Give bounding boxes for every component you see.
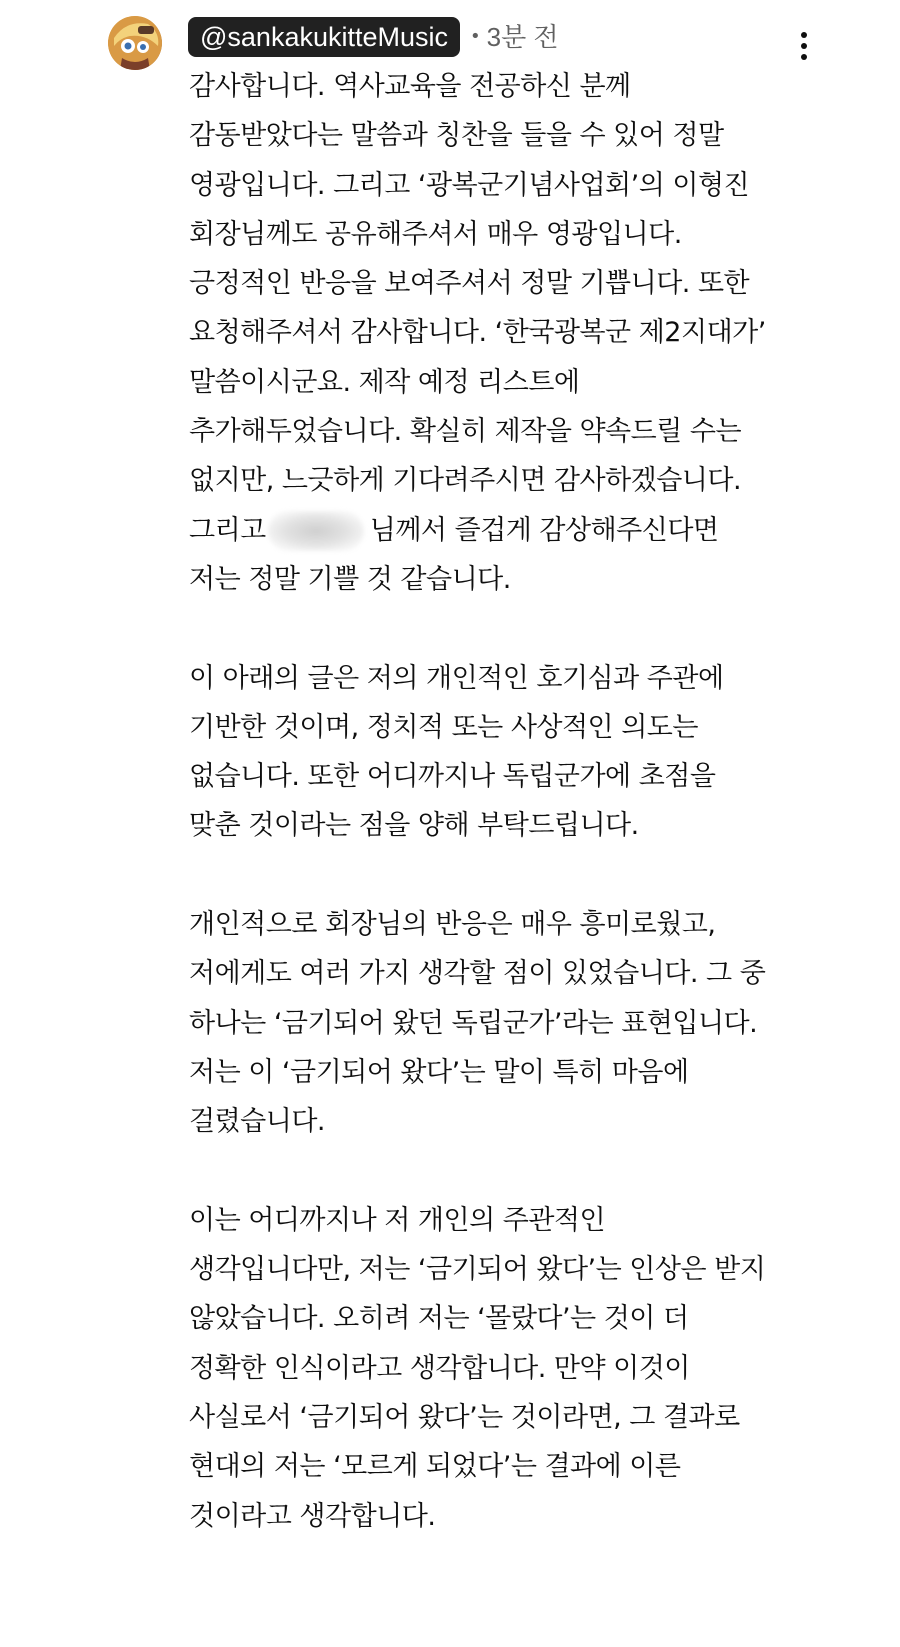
comment-line-text: 없지만, 느긋하게 기다려주시면 감사하겠습니다. — [189, 465, 742, 497]
redacted-name — [268, 511, 364, 551]
comment-line-text: 이는 어디까지나 저 개인의 주관적인 — [189, 1204, 606, 1236]
paragraph-gap — [189, 851, 829, 900]
user-avatar[interactable] — [108, 16, 162, 70]
comment-line-text: 요청해주셔서 감사합니다. ‘한국광복군 제2지대가’ — [189, 317, 766, 349]
comment-line-text: 사실로서 ‘금기되어 왔다’는 것이라면, 그 결과로 — [189, 1402, 740, 1434]
comment-line-text: 걸렸습니다. — [189, 1106, 325, 1138]
comment-line — [189, 752, 829, 801]
comment-line — [189, 900, 829, 949]
comment-line-text: 회장님께도 공유해주셔서 매우 영광입니다. — [189, 218, 682, 250]
timestamp: 3분 전 — [486, 22, 559, 52]
comment-line-text: 저에게도 여러 가지 생각할 점이 있었습니다. 그 중 — [189, 958, 766, 990]
comment-line — [189, 949, 829, 998]
separator-dot: • — [470, 26, 481, 47]
menu-dot — [801, 32, 807, 38]
comment-line — [189, 654, 829, 703]
comment-line — [189, 1492, 829, 1541]
comment-line — [189, 456, 829, 505]
comment-line-text: 긍정적인 반응을 보여주셔서 정말 기쁩니다. 또한 — [189, 268, 750, 300]
comment-line — [189, 703, 829, 752]
comment-line — [189, 1344, 829, 1393]
comment-line-text: 감동받았다는 말씀과 칭찬을 들을 수 있어 정말 — [189, 120, 724, 152]
comment-line — [189, 1442, 829, 1491]
comment-text — [189, 62, 829, 1541]
comment-line-text: 말씀이시군요. 제작 예정 리스트에 — [189, 366, 580, 398]
comment-line-text: 이 아래의 글은 저의 개인적인 호기심과 주관에 — [189, 662, 724, 694]
comment-line — [189, 1048, 829, 1097]
comment-line — [189, 1196, 829, 1245]
comment-line-text: 추가해두었습니다. 확실히 제작을 약속드릴 수는 — [189, 416, 742, 448]
author-handle[interactable]: @sankakukitteMusic — [188, 17, 460, 57]
comment-line — [189, 358, 829, 407]
comment-line — [189, 555, 829, 604]
comment-line-text: 그리고 — [189, 514, 266, 546]
comment-line — [189, 801, 829, 850]
comment-line-text: 기반한 것이며, 정치적 또는 사상적인 의도는 — [189, 711, 698, 743]
comment-line-text: 감사합니다. 역사교육을 전공하신 분께 — [189, 71, 631, 102]
comment-line-text: 개인적으로 회장님의 반응은 매우 흥미로웠고, — [189, 909, 716, 941]
menu-dot — [801, 43, 807, 49]
comment-line-text: 생각입니다만, 저는 ‘금기되어 왔다’는 인상은 받지 — [189, 1254, 766, 1286]
comment-line — [189, 407, 829, 456]
comment-line — [189, 62, 829, 111]
comment-line-text: 맞춘 것이라는 점을 양해 부탁드립니다. — [189, 810, 639, 842]
comment-line-text: 하나는 ‘금기되어 왔던 독립군가’라는 표현입니다. — [189, 1007, 758, 1039]
comment-line — [189, 161, 829, 210]
comment-line — [189, 1097, 829, 1146]
comment-line-text: 정확한 인식이라고 생각합니다. 만약 이것이 — [189, 1352, 690, 1384]
comment-line — [189, 1393, 829, 1442]
comment-line-text: 님께서 즐겁게 감상해주신다면 — [369, 514, 719, 546]
comment-line-text: 현대의 저는 ‘모르게 되었다’는 결과에 이른 — [189, 1451, 681, 1483]
paragraph-gap — [189, 604, 829, 653]
menu-dot — [801, 54, 807, 60]
comment-header — [188, 17, 559, 57]
paragraph-gap — [189, 1147, 829, 1196]
comment-line-text: 않았습니다. 오히려 저는 ‘몰랐다’는 것이 더 — [189, 1303, 689, 1335]
comment-line — [189, 111, 829, 160]
comment-line — [189, 308, 829, 357]
comment-line — [189, 999, 829, 1048]
comment-line — [189, 1245, 829, 1294]
comment-line-text: 것이라고 생각합니다. — [189, 1500, 436, 1532]
more-vertical-icon[interactable] — [786, 26, 822, 66]
comment-line — [189, 506, 829, 555]
comment-line — [189, 259, 829, 308]
comment-line-text: 저는 정말 기쁠 것 같습니다. — [189, 563, 511, 595]
comment-line — [189, 210, 829, 259]
comment-line-text: 영광입니다. 그리고 ‘광복군기념사업회’의 이형진 — [189, 169, 750, 201]
comment-line-text: 없습니다. 또한 어디까지나 독립군가에 초점을 — [189, 761, 716, 793]
avatar-image — [108, 16, 162, 70]
comment-line-text: 저는 이 ‘금기되어 왔다’는 말이 특히 마음에 — [189, 1056, 689, 1088]
comment-line — [189, 1294, 829, 1343]
